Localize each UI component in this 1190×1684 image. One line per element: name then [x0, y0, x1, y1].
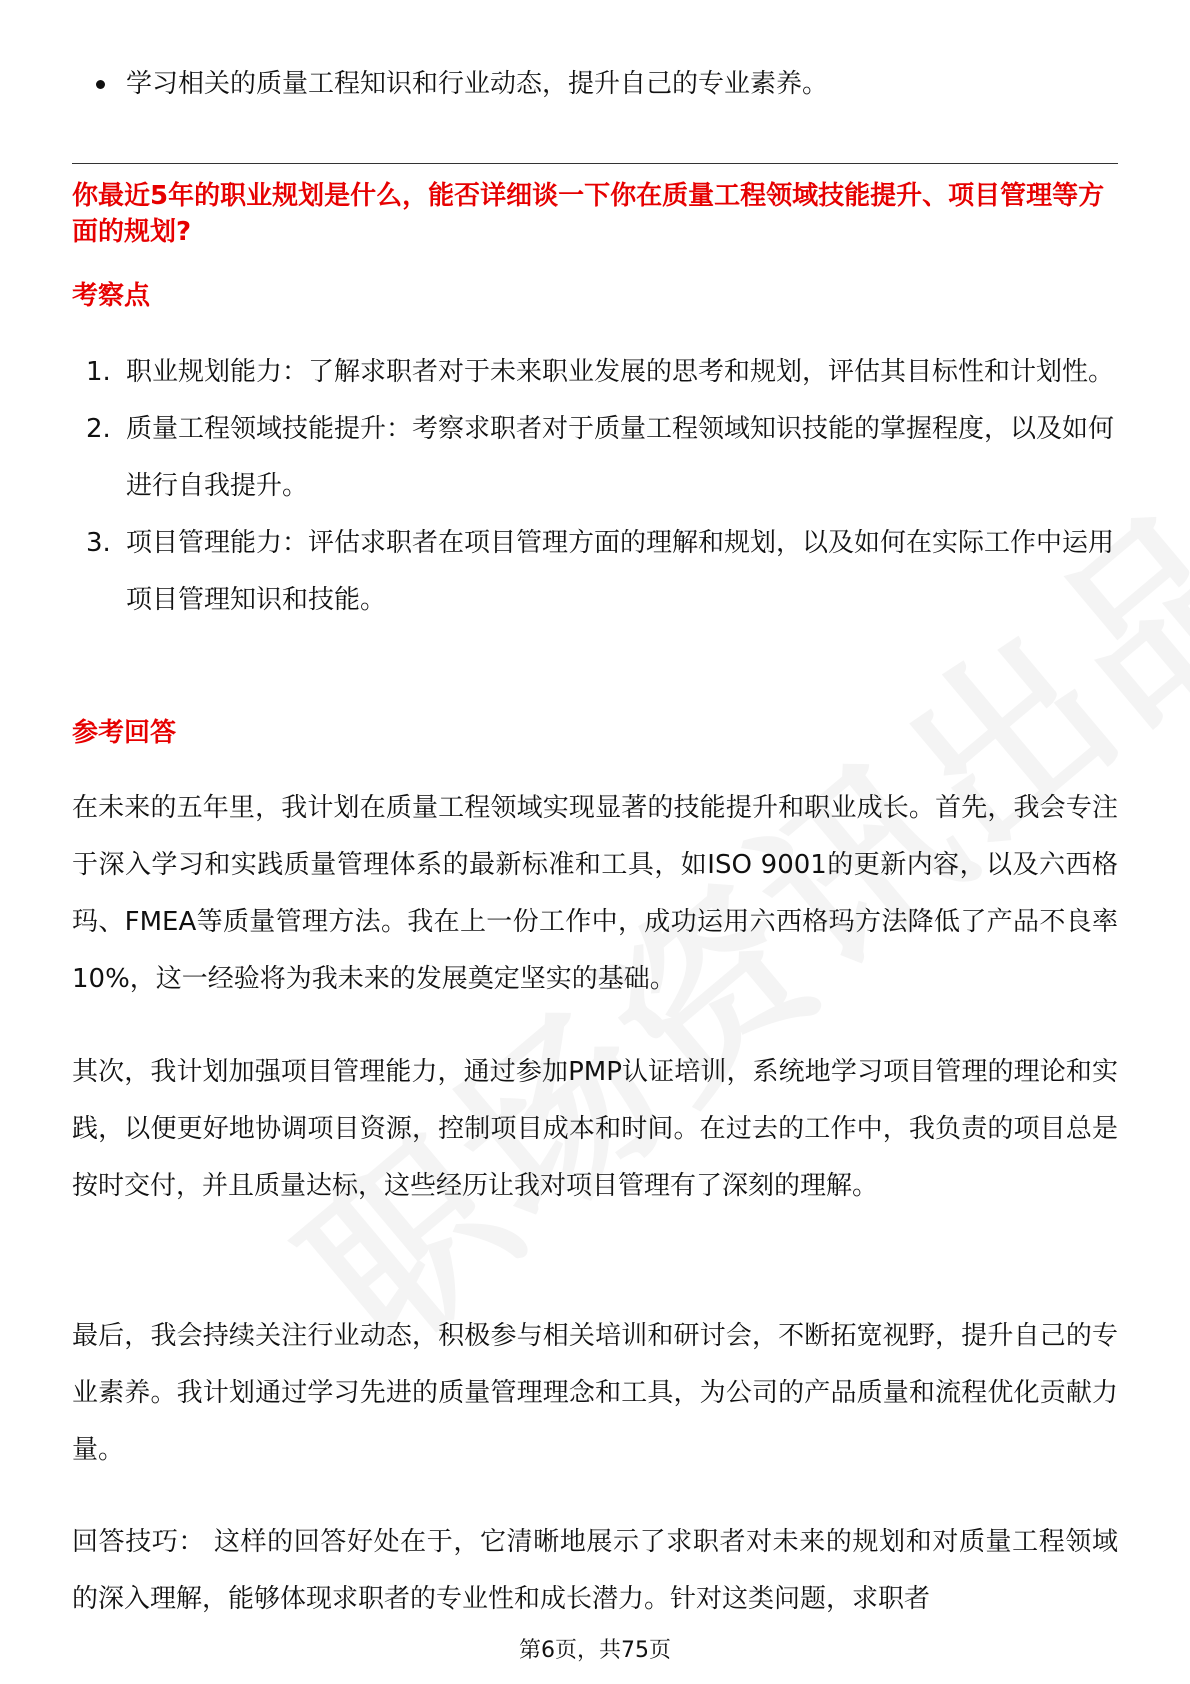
answer-paragraph: 其次，我计划加强项目管理能力，通过参加PMP认证培训，系统地学习项目管理的理论和实践，以便更好地协调项目资源，控制项目成本和时间。在过去的工作中，我负责的项目总是按时交付，并且质量达标，这些经历让我对项目管理有了深刻的理解。	[72, 1057, 1118, 1201]
bullet-text: 学习相关的质量工程知识和行业动态，提升自己的专业素养。	[126, 69, 829, 99]
point-text: 项目管理能力：评估求职者在项目管理方面的理解和规划，以及如何在实际工作中运用项目管理知识和技能。	[126, 528, 1115, 615]
list-number: 1.	[86, 357, 111, 387]
list-item	[72, 401, 1118, 515]
list-number: 3.	[86, 528, 111, 558]
points-label: 考察点	[72, 281, 151, 311]
list-number: 2.	[86, 414, 111, 444]
list-item	[72, 515, 1118, 629]
section-divider	[72, 163, 1118, 164]
answer-label: 参考回答	[72, 718, 177, 748]
top-bullet-list	[72, 58, 828, 110]
bullet-icon	[96, 80, 105, 89]
answer-paragraph: 在未来的五年里，我计划在质量工程领域实现显著的技能提升和职业成长。首先，我会专注于深入学习和实践质量管理体系的最新标准和工具，如ISO 9001的更新内容，以及六西格玛、FMEA等质量管理方法。我在上一份工作中，成功运用六西格玛方法降低了产品不良率10%，这一经验将为我未来的发展奠定坚实的基础。	[72, 793, 1118, 994]
list-item	[72, 58, 828, 110]
page-footer: 第6页，共75页	[519, 1638, 671, 1663]
tips-paragraph: 回答技巧： 这样的回答好处在于，它清晰地展示了求职者对未来的规划和对质量工程领域的深入理解，能够体现求职者的专业性和成长潜力。针对这类问题，求职者	[72, 1527, 1118, 1614]
point-text: 职业规划能力：了解求职者对于未来职业发展的思考和规划，评估其目标性和计划性。	[126, 357, 1115, 387]
document-page	[72, 0, 1118, 1684]
points-list	[72, 344, 1118, 629]
point-text: 质量工程领域技能提升：考察求职者对于质量工程领域知识技能的掌握程度，以及如何进行自我提升。	[126, 414, 1115, 501]
question-heading: 你最近5年的职业规划是什么，能否详细谈一下你在质量工程领域技能提升、项目管理等方面的规划?	[72, 181, 1105, 247]
answer-paragraph: 最后，我会持续关注行业动态，积极参与相关培训和研讨会，不断拓宽视野，提升自己的专业素养。我计划通过学习先进的质量管理理念和工具，为公司的产品质量和流程优化贡献力量。	[72, 1321, 1118, 1465]
list-item	[72, 344, 1118, 401]
